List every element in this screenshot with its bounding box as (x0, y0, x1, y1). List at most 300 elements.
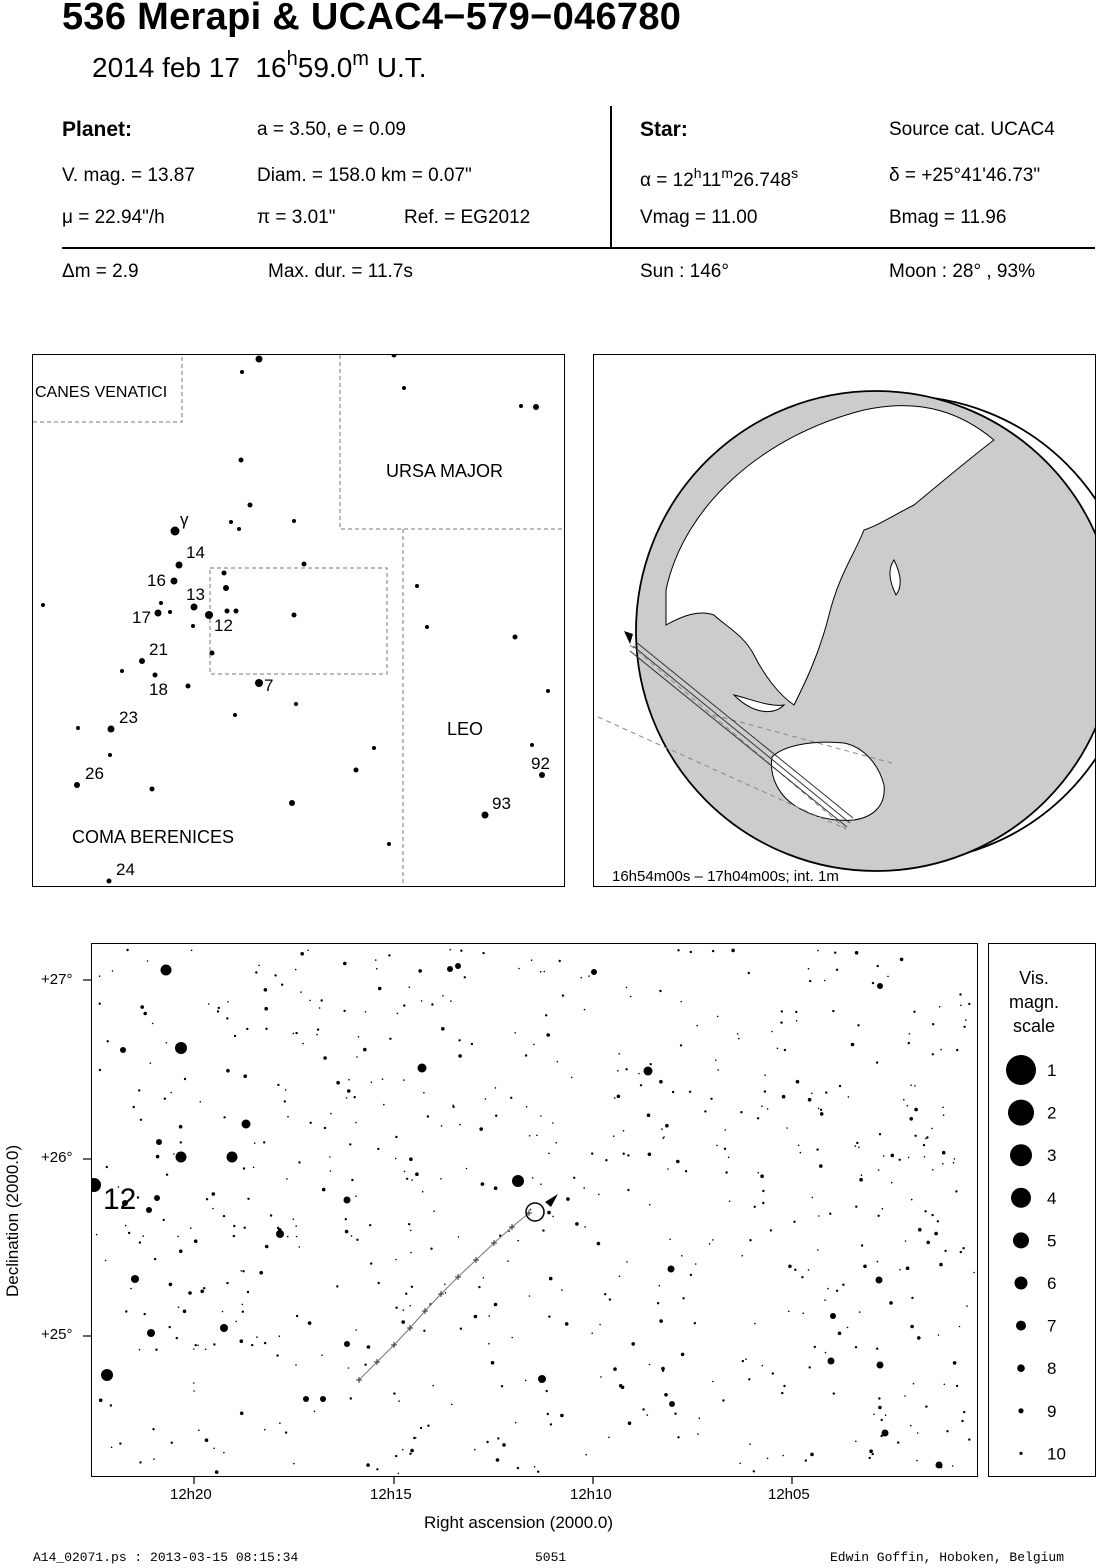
chart-star (847, 1327, 849, 1329)
chart-star (559, 960, 561, 962)
chart-star (627, 1189, 629, 1191)
chart-star (962, 1247, 964, 1249)
chart-star (855, 951, 859, 955)
chart-star (112, 970, 114, 972)
chart-star (627, 1154, 629, 1156)
chart-star (529, 1295, 531, 1297)
chart-star (430, 1248, 432, 1250)
chart-star (650, 1063, 652, 1065)
map-star (519, 404, 523, 408)
chart-star (808, 1098, 812, 1102)
chart-star (369, 1224, 371, 1226)
chart-star (695, 1263, 697, 1265)
chart-star (478, 1286, 480, 1288)
chart-star (955, 1190, 957, 1192)
chart-star (649, 1364, 651, 1366)
map-star (415, 584, 419, 588)
chart-star (488, 1315, 490, 1317)
chart-star (166, 1042, 168, 1044)
chart-star (154, 1195, 160, 1201)
chart-star (152, 1428, 154, 1430)
chart-star (310, 1122, 312, 1124)
chart-star (808, 968, 810, 970)
map-star (234, 609, 239, 614)
chart-star (532, 1177, 534, 1179)
chart-star (717, 1016, 719, 1018)
chart-star (481, 1182, 485, 1186)
map-star (289, 800, 295, 806)
chart-star (617, 1070, 619, 1072)
chart-star (753, 1470, 755, 1472)
chart-star (251, 1344, 253, 1346)
chart-star (672, 1091, 674, 1093)
chart-star (784, 1049, 786, 1051)
chart-star (494, 1186, 498, 1190)
star-source: Source cat. UCAC4 (889, 119, 1055, 140)
chart-star (648, 1153, 652, 1157)
chart-star (336, 1081, 340, 1085)
map-star (237, 527, 241, 531)
chart-star (973, 1272, 975, 1274)
x-tick-12h10: 12h10 (570, 1486, 612, 1503)
chart-star (427, 1115, 429, 1117)
chart-star (820, 1109, 822, 1111)
chart-star (626, 1261, 628, 1263)
chart-star (244, 1227, 246, 1229)
chart-star (657, 1302, 659, 1304)
star-label-17: 17 (132, 608, 151, 627)
chart-star (628, 1421, 632, 1425)
chart-star (330, 1170, 332, 1172)
chart-star (659, 990, 661, 992)
label-canes-venatici: CANES VENATICI (35, 384, 168, 401)
legend-dot-9 (1018, 1408, 1023, 1413)
chart-star (351, 1179, 353, 1181)
chart-star (897, 1441, 899, 1443)
legend-label-8: 8 (1047, 1359, 1057, 1379)
chart-star (812, 1197, 814, 1199)
time-suffix: U.T. (376, 52, 427, 83)
planet-orbit: a = 3.50, e = 0.09 (257, 119, 406, 140)
chart-star (712, 950, 714, 952)
chart-star (817, 950, 819, 952)
chart-star (377, 1148, 379, 1150)
chart-star (176, 1337, 178, 1339)
chart-star (479, 1127, 483, 1131)
chart-star (704, 1110, 706, 1112)
chart-star (644, 1067, 653, 1076)
chart-star (783, 1385, 785, 1387)
chart-star (147, 960, 149, 962)
chart-star (798, 1145, 800, 1147)
chart-star (677, 949, 679, 951)
chart-star (963, 1411, 965, 1413)
chart-star (126, 949, 128, 951)
chart-star (460, 1328, 462, 1330)
chart-star (591, 1332, 593, 1334)
chart-star (395, 1158, 397, 1160)
chart-star (367, 1345, 371, 1349)
chart-star (319, 1007, 321, 1009)
chart-star (242, 1120, 251, 1129)
constellation-star-labels (85, 510, 550, 879)
chart-star (444, 1284, 446, 1286)
chart-star (140, 1005, 144, 1009)
map-star (222, 571, 227, 576)
chart-star (494, 1303, 498, 1307)
chart-star (348, 1079, 350, 1081)
chart-star (170, 1092, 172, 1094)
chart-star (722, 1399, 724, 1401)
chart-star (914, 1085, 916, 1087)
x-axis-label: Right ascension (2000.0) (424, 1513, 614, 1532)
chart-star (796, 1080, 800, 1084)
chart-star (241, 1270, 243, 1272)
chart-star (968, 1438, 970, 1440)
star-label-24: 24 (116, 860, 135, 879)
chart-star (855, 1206, 857, 1208)
chart-star (932, 1053, 934, 1055)
chart-star (668, 1266, 675, 1273)
chart-star (420, 1427, 422, 1429)
chart-star (877, 1261, 879, 1263)
chart-star (343, 962, 347, 966)
chart-star (213, 1448, 215, 1450)
star-chart (91, 943, 978, 1477)
chart-star (531, 959, 533, 961)
chart-star (619, 1276, 621, 1278)
legend-label-9: 9 (1047, 1401, 1057, 1421)
x-tick-12h20: 12h20 (170, 1486, 212, 1503)
chart-star (382, 1078, 384, 1080)
chart-star (824, 980, 826, 982)
chart-star (277, 1084, 279, 1086)
chart-star (302, 1043, 304, 1045)
chart-star (200, 1101, 202, 1103)
planet-track (356, 1210, 532, 1383)
chart-star (613, 1367, 617, 1371)
chart-star (376, 1468, 378, 1470)
chart-star (317, 1028, 319, 1030)
chart-star (937, 1220, 939, 1222)
chart-star (780, 1021, 782, 1023)
magnitude-legend-svg (989, 944, 1096, 1477)
chart-star (546, 1390, 548, 1392)
chart-star (293, 1218, 295, 1220)
chart-star (526, 1106, 528, 1108)
chart-star (329, 1156, 331, 1158)
chart-star (218, 1007, 220, 1009)
map-star (302, 562, 307, 567)
chart-star (421, 1000, 423, 1002)
map-star (255, 679, 263, 687)
chart-star (758, 1172, 760, 1174)
chart-star (173, 1153, 175, 1155)
chart-star (941, 1467, 943, 1469)
chart-star (264, 1429, 266, 1431)
legend-title-scale: scale (1012, 1016, 1056, 1036)
chart-star (314, 1411, 316, 1413)
chart-star (560, 1414, 564, 1418)
chart-star (665, 1124, 669, 1128)
chart-star (169, 1326, 171, 1328)
chart-star (296, 1236, 298, 1238)
chart-star (908, 1157, 910, 1159)
chart-star (932, 1023, 934, 1025)
chart-star (323, 1056, 327, 1060)
chart-star (908, 1042, 910, 1044)
chart-star (409, 1157, 413, 1161)
chart-star (300, 952, 304, 956)
x-tick-12h05: 12h05 (768, 1486, 810, 1503)
chart-star (946, 1430, 948, 1432)
chart-star (839, 1085, 841, 1087)
chart-star (552, 1216, 554, 1218)
event-delta-mag: Δm = 2.9 (62, 261, 139, 282)
chart-star (445, 1292, 447, 1294)
y-tick-25: +25° (41, 1326, 73, 1343)
chart-star (855, 1346, 857, 1348)
chart-star (452, 1106, 454, 1108)
chart-star (924, 1210, 926, 1212)
chart-star (375, 959, 377, 961)
chart-star (742, 1360, 744, 1362)
chart-star (889, 1301, 893, 1305)
map-star (159, 601, 163, 605)
map-star (402, 386, 406, 390)
chart-star (694, 1322, 696, 1324)
chart-star (220, 1324, 228, 1332)
chart-star (547, 1413, 549, 1415)
chart-star (767, 1108, 769, 1110)
map-star (546, 689, 550, 693)
chart-star (179, 1249, 183, 1253)
chart-star (820, 1112, 824, 1116)
chart-star (256, 1336, 258, 1338)
chart-star (749, 1239, 751, 1241)
map-star (176, 562, 183, 569)
chart-star (851, 1043, 855, 1047)
chart-star (105, 1260, 107, 1262)
chart-star (193, 1390, 195, 1392)
track-direction-arrow (545, 1194, 558, 1207)
chart-star (474, 1449, 476, 1451)
chart-star (771, 1031, 773, 1033)
map-star (171, 578, 178, 585)
chart-star (483, 1277, 485, 1279)
chart-star (690, 1274, 692, 1276)
star-heading: Star: (640, 118, 688, 141)
chart-star (625, 1068, 627, 1070)
star-label-14: 14 (186, 543, 205, 562)
planet-diameter: Diam. = 158.0 km = 0.07" (257, 165, 472, 186)
chart-star (270, 1214, 272, 1216)
chart-star (295, 1032, 297, 1034)
map-star (372, 746, 376, 750)
chart-star (308, 1321, 312, 1325)
chart-star (176, 1152, 187, 1163)
chart-star (808, 1269, 810, 1271)
chart-star (346, 1097, 348, 1099)
legend-dot-7 (1016, 1321, 1026, 1331)
chart-star (163, 1219, 165, 1221)
chart-star (395, 1259, 397, 1261)
chart-star (877, 1362, 884, 1369)
chart-star (682, 1297, 684, 1299)
legend-label-5: 5 (1047, 1231, 1057, 1251)
chart-star (378, 1282, 380, 1284)
chart-star (781, 1010, 783, 1012)
chart-star (909, 1033, 911, 1035)
chart-star (825, 1091, 827, 1093)
footer-author: Edwin Goffin, Hoboken, Belgium (830, 1550, 1065, 1565)
chart-star (828, 1358, 835, 1365)
chart-star (548, 1153, 550, 1155)
chart-star (725, 1171, 727, 1173)
chart-star (814, 1346, 816, 1348)
chart-star (959, 1326, 961, 1328)
chart-star (99, 1003, 101, 1005)
chart-star (388, 954, 390, 956)
chart-star (344, 1341, 350, 1347)
chart-star (111, 1447, 113, 1449)
chart-star (496, 1458, 500, 1462)
chart-star (345, 1218, 347, 1220)
chart-star (349, 1143, 351, 1145)
chart-star (139, 1241, 141, 1243)
chart-star (571, 1077, 573, 1079)
chart-star (452, 1104, 454, 1106)
map-star (74, 782, 80, 788)
chart-star (914, 1108, 918, 1112)
star-label-12: 12 (214, 616, 233, 635)
chart-star (226, 1017, 228, 1019)
chart-star (960, 1005, 962, 1007)
chart-star (411, 1286, 413, 1288)
chart-star (879, 1133, 881, 1135)
chart-star (749, 1443, 751, 1445)
chart-star (155, 1349, 157, 1351)
chart-star (370, 1262, 372, 1264)
chart-star (697, 1433, 699, 1435)
chart-star (343, 1010, 345, 1012)
chart-star (861, 1174, 863, 1176)
chart-star (583, 1187, 585, 1189)
chart-star (676, 1160, 680, 1164)
chart-star (604, 1293, 606, 1295)
chart-star (961, 1420, 963, 1422)
chart-star (226, 1282, 228, 1284)
chart-star (882, 1208, 884, 1210)
chart-star (401, 1320, 405, 1324)
chart-star (138, 1089, 140, 1091)
chart-star (952, 1465, 954, 1467)
chart-star (144, 1313, 146, 1315)
map-star (223, 585, 229, 591)
chart-star (432, 1385, 434, 1387)
chart-star (772, 1372, 774, 1374)
chart-star (410, 1252, 412, 1254)
chart-star (833, 1392, 835, 1394)
chart-star (408, 1223, 410, 1225)
chart-star (659, 1319, 663, 1323)
legend-items (1006, 1055, 1066, 1463)
chart-star (364, 1364, 366, 1366)
chart-star (638, 1073, 640, 1075)
chart-star (358, 1036, 360, 1038)
chart-star (647, 1414, 649, 1416)
chart-star (287, 1116, 289, 1118)
chart-star (147, 1329, 155, 1337)
chart-star (320, 1396, 326, 1402)
chart-star (944, 1250, 946, 1252)
chart-star (205, 1438, 209, 1442)
chart-star (279, 1422, 281, 1424)
chart-star (782, 1095, 786, 1099)
legend-dot-5 (1013, 1232, 1029, 1248)
chart-star (818, 1108, 820, 1110)
chart-star (836, 969, 838, 971)
time-hours: 16 (255, 52, 287, 83)
chart-star (911, 1199, 913, 1201)
chart-star (963, 1026, 965, 1028)
chart-star (242, 1311, 244, 1313)
chart-star (223, 1215, 225, 1217)
constellation-map (32, 354, 565, 887)
chart-star (762, 1190, 764, 1192)
map-star (225, 609, 230, 614)
chart-star (234, 1035, 236, 1037)
chart-star (917, 1432, 919, 1434)
chart-star (605, 1159, 607, 1161)
chart-star (623, 1153, 625, 1155)
chart-star (855, 1145, 857, 1147)
chart-star (906, 1266, 910, 1270)
legend-dot-2 (1008, 1100, 1034, 1126)
chart-star (254, 1142, 256, 1144)
chart-star (914, 1135, 916, 1137)
chart-star (709, 1243, 711, 1245)
chart-star (887, 976, 889, 978)
earth-map-svg (594, 355, 1096, 887)
chart-star (351, 1235, 353, 1237)
chart-star (188, 1291, 192, 1295)
chart-star (782, 1455, 784, 1457)
chart-star (198, 1429, 200, 1431)
chart-star (754, 1323, 756, 1325)
chart-star (518, 968, 520, 970)
chart-star (215, 1470, 219, 1474)
chart-star (710, 1098, 712, 1100)
chart-star (137, 1196, 139, 1198)
chart-star (621, 1386, 625, 1390)
chart-star (613, 1135, 615, 1137)
chart-star (247, 1291, 249, 1293)
chart-star (788, 1265, 792, 1269)
chart-star (371, 1081, 373, 1083)
chart-star (910, 1325, 914, 1329)
chart-star (561, 1289, 563, 1291)
chart-star (796, 1020, 798, 1022)
chart-star (872, 982, 874, 984)
chart-star (398, 1400, 400, 1402)
map-star (292, 519, 296, 523)
chart-star (757, 1117, 759, 1119)
chart-star (817, 1249, 819, 1251)
chart-star (549, 1277, 553, 1281)
legend-dot-1 (1006, 1055, 1036, 1085)
chart-star (398, 1473, 400, 1475)
